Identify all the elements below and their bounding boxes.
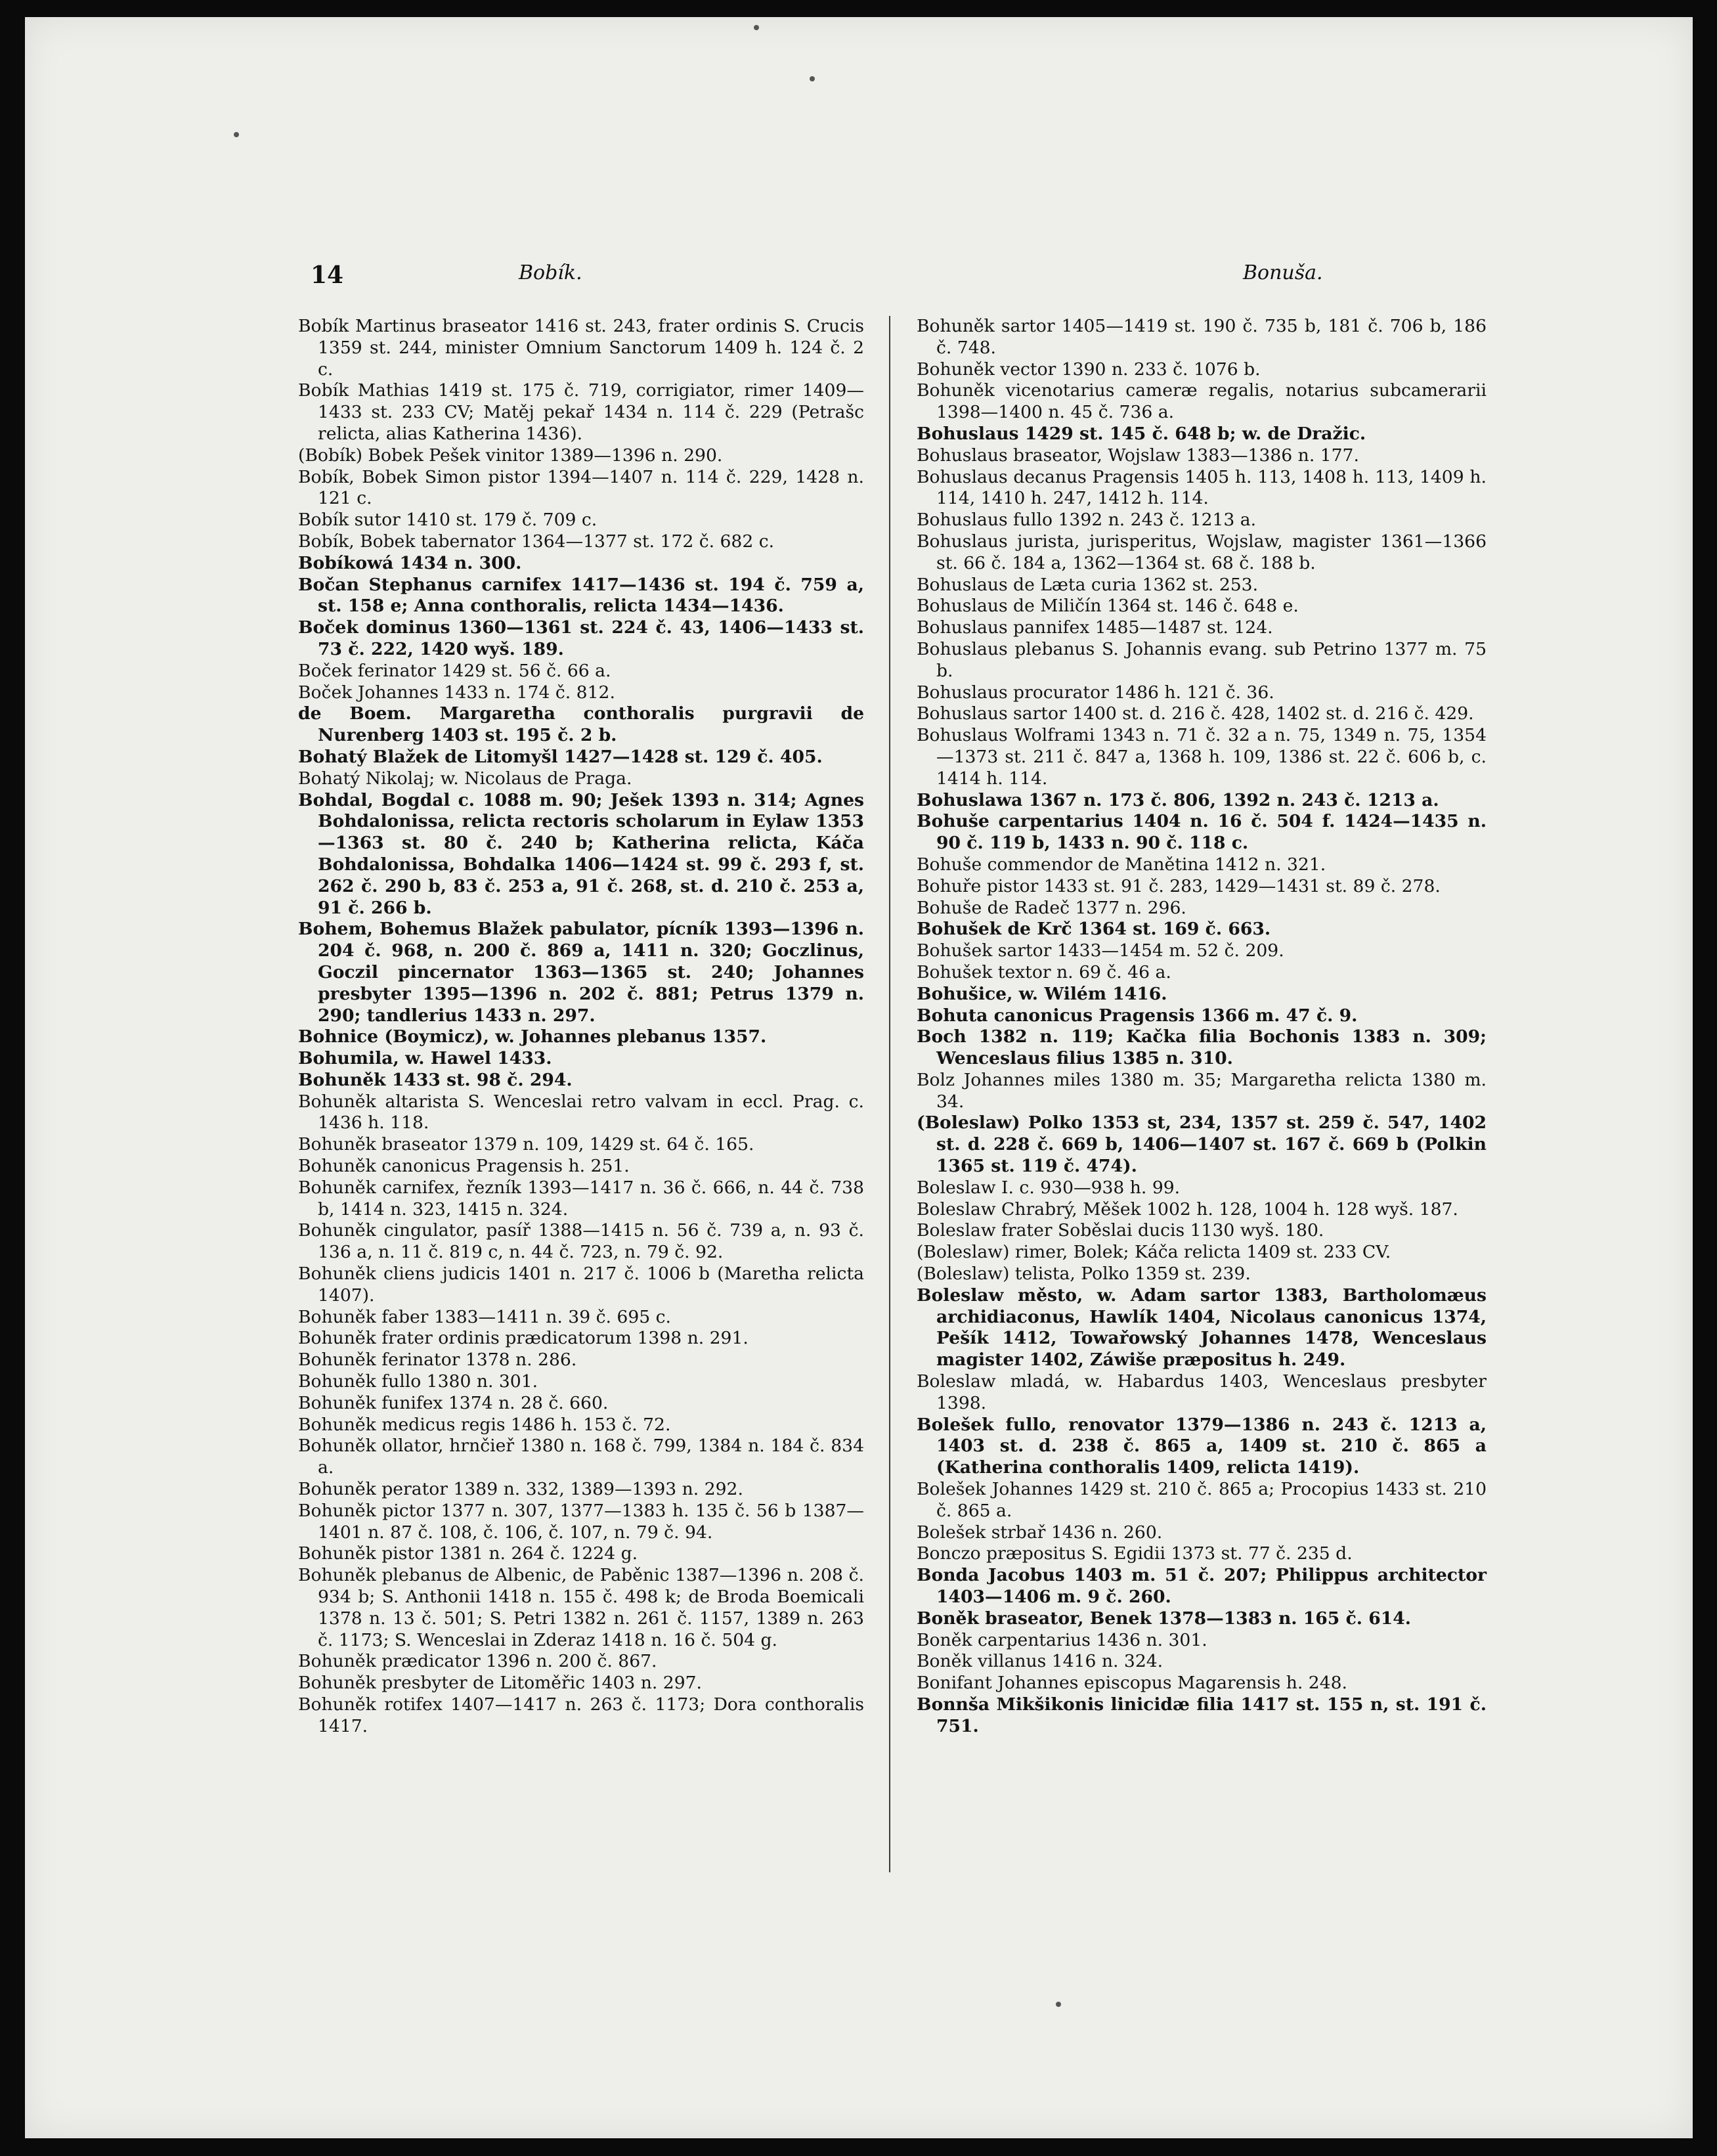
index-entry: Bohnice (Boymicz), w. Johannes plebanus 1357. — [298, 1026, 767, 1047]
index-entry: Bohuněk sartor 1405—1419 st. 190 č. 735 b, 181 č. 706 b, 186 č. 748. — [917, 316, 1487, 358]
index-entry: Bohuře pistor 1433 st. 91 č. 283, 1429—1431 st. 89 č. 278. — [917, 875, 1441, 896]
index-entry: Bolz Johannes miles 1380 m. 35; Margaretha relicta 1380 m. 34. — [917, 1069, 1487, 1112]
index-entry: Bonda Jacobus 1403 m. 51 č. 207; Philippus architector 1403—1406 m. 9 č. 260. — [917, 1565, 1487, 1608]
print-speck — [234, 132, 239, 137]
index-entry: Boleslaw mladá, w. Habardus 1403, Wenceslaus presbyter 1398. — [917, 1371, 1487, 1413]
page-number: 14 — [311, 261, 344, 289]
index-entry: Bohuněk ollator, hrnčieř 1380 n. 168 č. 799, 1384 n. 184 č. 834 a. — [298, 1436, 864, 1478]
index-entry: (Boleslaw) rimer, Bolek; Káča relicta 1409 st. 233 CV. — [917, 1242, 1391, 1263]
index-entry: Bohuněk prædicator 1396 n. 200 č. 867. — [298, 1651, 657, 1672]
index-entry: Bohuněk canonicus Pragensis h. 251. — [298, 1156, 630, 1177]
index-entry: Bobík, Bobek tabernator 1364—1377 st. 172 č. 682 c. — [298, 531, 775, 552]
index-entry: Bolešek fullo, renovator 1379—1386 n. 243 č. 1213 a, 1403 st. d. 238 č. 865 a, 1409 st. 210 č. 865 a (Katherina conthoralis 1409, relicta 1419). — [917, 1414, 1487, 1478]
index-entry: Boněk braseator, Benek 1378—1383 n. 165 č. 614. — [917, 1608, 1412, 1629]
index-entry: Bohuslaus de Læta curia 1362 st. 253. — [917, 574, 1259, 595]
index-entry: Bohumila, w. Hawel 1433. — [298, 1048, 552, 1069]
index-entry: Bohuše carpentarius 1404 n. 16 č. 504 f. 1424—1435 n. 90 č. 119 b, 1433 n. 90 č. 118 c. — [917, 811, 1487, 854]
index-entry: Bohuněk pistor 1381 n. 264 č. 1224 g. — [298, 1543, 638, 1564]
index-entry: Boch 1382 n. 119; Kačka filia Bochonis 1383 n. 309; Wenceslaus filius 1385 n. 310. — [917, 1026, 1487, 1069]
index-entry: Bohuslaus plebanus S. Johannis evang. sub Petrino 1377 m. 75 b. — [917, 638, 1487, 681]
index-entry: Bolešek Johannes 1429 st. 210 č. 865 a; Procopius 1433 st. 210 č. 865 a. — [917, 1479, 1487, 1521]
index-entry: Bohušice, w. Wilém 1416. — [917, 983, 1167, 1004]
index-entry: Bohatý Blažek de Litomyšl 1427—1428 st. 129 č. 405. — [298, 746, 823, 767]
index-entry: (Bobík) Bobek Pešek vinitor 1389—1396 n. 290. — [298, 445, 723, 466]
index-entry: Bohuněk 1433 st. 98 č. 294. — [298, 1069, 573, 1090]
index-entry: Bohuněk rotifex 1407—1417 n. 263 č. 1173; Dora conthoralis 1417. — [298, 1694, 864, 1736]
index-entry: Bohuněk frater ordinis prædicatorum 1398 n. 291. — [298, 1328, 749, 1349]
print-speck — [810, 76, 815, 81]
index-entry: Bohuta canonicus Pragensis 1366 m. 47 č. 9. — [917, 1005, 1358, 1026]
index-entry: de Boem. Margaretha conthoralis purgravii de Nurenberg 1403 st. 195 č. 2 b. — [298, 703, 864, 746]
index-entry: Bobík Martinus braseator 1416 st. 243, frater ordinis S. Crucis 1359 st. 244, minister Omnium Sanctorum 1409 h. 124 č. 2 c. — [298, 316, 864, 380]
index-entry: Boček ferinator 1429 st. 56 č. 66 a. — [298, 660, 611, 681]
index-entry: Boleslaw město, w. Adam sartor 1383, Bartholomæus archidiaconus, Hawlík 1404, Nicolaus canonicus 1374, Pešík 1412, Towařowský Johannes 1478, Wenceslaus magister 1402, Záwiše præpositus h. 249. — [917, 1285, 1487, 1371]
index-entry: Bohuněk plebanus de Albenic, de Paběnic 1387—1396 n. 208 č. 934 b; S. Anthonii 1418 n. 155 č. 498 k; de Broda Boemicali 1378 n. 13 č. 501; S. Petri 1382 n. 261 č. 1157, 1389 n. 263 č. 1173; S. Wenceslai in Zderaz 1418 n. 16 č. 504 g. — [298, 1565, 864, 1650]
index-entry: Bohuše commendor de Manětina 1412 n. 321. — [917, 854, 1326, 875]
index-entry: Bohatý Nikolaj; w. Nicolaus de Praga. — [298, 768, 632, 789]
index-entry: Bohuněk braseator 1379 n. 109, 1429 st. 64 č. 165. — [298, 1134, 754, 1155]
right-column — [917, 316, 1487, 1738]
index-entry: Bohuněk funifex 1374 n. 28 č. 660. — [298, 1392, 609, 1413]
index-entry: Bohuše de Radeč 1377 n. 296. — [917, 897, 1186, 918]
index-entry: Bohuslaus de Miličín 1364 st. 146 č. 648 e. — [917, 596, 1299, 617]
index-entry: Bohuněk cliens judicis 1401 n. 217 č. 1006 b (Maretha relicta 1407). — [298, 1264, 864, 1306]
index-entry: Bohdal, Bogdal c. 1088 m. 90; Ješek 1393 n. 314; Agnes Bohdalonissa, relicta rectoris scholarum in Eylaw 1353—1363 st. 80 č. 240 b; Katherina relicta, Káča Bohdalonissa, Bohdalka 1406—1424 st. 99 č. 293 f, st. 262 č. 290 b, 83 č. 253 a, 91 č. 268, st. d. 210 č. 253 a, 91 č. 266 b. — [298, 789, 864, 918]
index-entry: Bohuslaus pannifex 1485—1487 st. 124. — [917, 617, 1273, 638]
index-entry: Bohuněk carnifex, řezník 1393—1417 n. 36 č. 666, n. 44 č. 738 b, 1414 n. 323, 1415 n. 324. — [298, 1177, 864, 1220]
left-running-head: Bobík. — [519, 261, 582, 284]
index-entry: Bohuněk ferinator 1378 n. 286. — [298, 1350, 577, 1371]
index-entry: Boleslaw frater Soběslai ducis 1130 wyš. 180. — [917, 1220, 1324, 1241]
index-entry: Bobík sutor 1410 st. 179 č. 709 c. — [298, 510, 598, 531]
index-entry: Bohuslaus Wolframi 1343 n. 71 č. 32 a n. 75, 1349 n. 75, 1354—1373 st. 211 č. 847 a, 1368 h. 109, 1386 st. 22 č. 606 b, c. 1414 h. 114. — [917, 725, 1487, 789]
page-header — [25, 261, 1693, 294]
index-entry: Boleslaw I. c. 930—938 h. 99. — [917, 1177, 1181, 1198]
index-entry: Bobíkowá 1434 n. 300. — [298, 552, 522, 573]
index-entry: Bohuslaus 1429 st. 145 č. 648 b; w. de Dražic. — [917, 423, 1366, 444]
index-entry: Bohuněk fullo 1380 n. 301. — [298, 1371, 538, 1392]
index-entry: Bohuslaus sartor 1400 st. d. 216 č. 428, 1402 st. d. 216 č. 429. — [917, 703, 1474, 724]
index-entry: Bobík Mathias 1419 st. 175 č. 719, corrigiator, rimer 1409—1433 st. 233 CV; Matěj pekař 1434 n. 114 č. 229 (Petrašc relicta, alias Katherina 1436). — [298, 380, 864, 444]
index-entry: Bohuněk perator 1389 n. 332, 1389—1393 n. 292. — [298, 1479, 743, 1500]
print-speck — [1056, 2002, 1061, 2007]
index-entry: Bohuněk altarista S. Wenceslai retro valvam in eccl. Prag. c. 1436 h. 118. — [298, 1091, 864, 1133]
index-entry: Bohuslaus braseator, Wojslaw 1383—1386 n. 177. — [917, 445, 1359, 466]
index-entry: Bolešek strbař 1436 n. 260. — [917, 1522, 1163, 1543]
left-column — [298, 316, 864, 1738]
column-divider — [889, 316, 890, 1872]
index-entry: Bohuslaus fullo 1392 n. 243 č. 1213 a. — [917, 510, 1257, 531]
book-page — [25, 17, 1693, 2138]
index-entry: Bočan Stephanus carnifex 1417—1436 st. 194 č. 759 a, st. 158 e; Anna conthoralis, relicta 1434—1436. — [298, 574, 864, 617]
index-entry: Bohušek sartor 1433—1454 m. 52 č. 209. — [917, 940, 1284, 961]
index-entry: Bohuslaus decanus Pragensis 1405 h. 113, 1408 h. 113, 1409 h. 114, 1410 h. 247, 1412 h. 114. — [917, 466, 1487, 509]
index-entry: Boleslaw Chrabrý, Měšek 1002 h. 128, 1004 h. 128 wyš. 187. — [917, 1199, 1458, 1220]
index-entry: Bohušek textor n. 69 č. 46 a. — [917, 961, 1171, 982]
index-entry: Boček Johannes 1433 n. 174 č. 812. — [298, 682, 615, 703]
index-entry: Bohuněk presbyter de Litoměřic 1403 n. 297. — [298, 1673, 702, 1694]
index-entry: Bohuněk pictor 1377 n. 307, 1377—1383 h. 135 č. 56 b 1387—1401 n. 87 č. 108, č. 106, č. 107, n. 79 č. 94. — [298, 1500, 864, 1543]
index-entry: Bohuslaus procurator 1486 h. 121 č. 36. — [917, 682, 1274, 703]
index-entry: (Boleslaw) telista, Polko 1359 st. 239. — [917, 1264, 1251, 1285]
right-running-head: Bonuša. — [1243, 261, 1323, 284]
index-entry: Bohuněk cingulator, pasíř 1388—1415 n. 56 č. 739 a, n. 93 č. 136 a, n. 11 č. 819 c, n. 44 č. 723, n. 79 č. 92. — [298, 1220, 864, 1263]
index-entry: Boněk villanus 1416 n. 324. — [917, 1651, 1163, 1672]
index-entry: Bohuněk medicus regis 1486 h. 153 č. 72. — [298, 1414, 671, 1435]
index-entry: Boček dominus 1360—1361 st. 224 č. 43, 1406—1433 st. 73 č. 222, 1420 wyš. 189. — [298, 617, 864, 659]
index-entry: Boněk carpentarius 1436 n. 301. — [917, 1629, 1207, 1650]
index-entry: Bonczo præpositus S. Egidii 1373 st. 77 č. 235 d. — [917, 1543, 1353, 1564]
index-entry: Bohušek de Krč 1364 st. 169 č. 663. — [917, 919, 1271, 940]
print-speck — [754, 25, 759, 30]
index-entry: (Boleslaw) Polko 1353 st, 234, 1357 st. 259 č. 547, 1402 st. d. 228 č. 669 b, 1406—1407 st. 167 č. 669 b (Polkin 1365 st. 119 č. 474). — [917, 1112, 1487, 1177]
index-entry: Bohem, Bohemus Blažek pabulator, pícník 1393—1396 n. 204 č. 968, n. 200 č. 869 a, 1411 n. 320; Goczlinus, Goczil pincernator 1363—1365 st. 240; Johannes presbyter 1395—1396 n. 202 č. 881; Petrus 1379 n. 290; tandlerius 1433 n. 297. — [298, 919, 864, 1026]
index-entry: Bohuslaus jurista, jurisperitus, Wojslaw, magister 1361—1366 st. 66 č. 184 a, 1362—1364 st. 68 č. 188 b. — [917, 531, 1487, 573]
index-entry: Bonifant Johannes episcopus Magarensis h. 248. — [917, 1673, 1348, 1694]
index-entry: Bohuněk vector 1390 n. 233 č. 1076 b. — [917, 359, 1261, 380]
index-entry: Bohuněk faber 1383—1411 n. 39 č. 695 c. — [298, 1306, 671, 1327]
index-entry: Bobík, Bobek Simon pistor 1394—1407 n. 114 č. 229, 1428 n. 121 c. — [298, 466, 864, 509]
index-entry: Bohuslawa 1367 n. 173 č. 806, 1392 n. 243 č. 1213 a. — [917, 789, 1439, 810]
index-entry: Bonnša Mikšikonis linicidæ filia 1417 st. 155 n, st. 191 č. 751. — [917, 1694, 1487, 1736]
index-entry: Bohuněk vicenotarius cameræ regalis, notarius subcamerarii 1398—1400 n. 45 č. 736 a. — [917, 380, 1487, 423]
